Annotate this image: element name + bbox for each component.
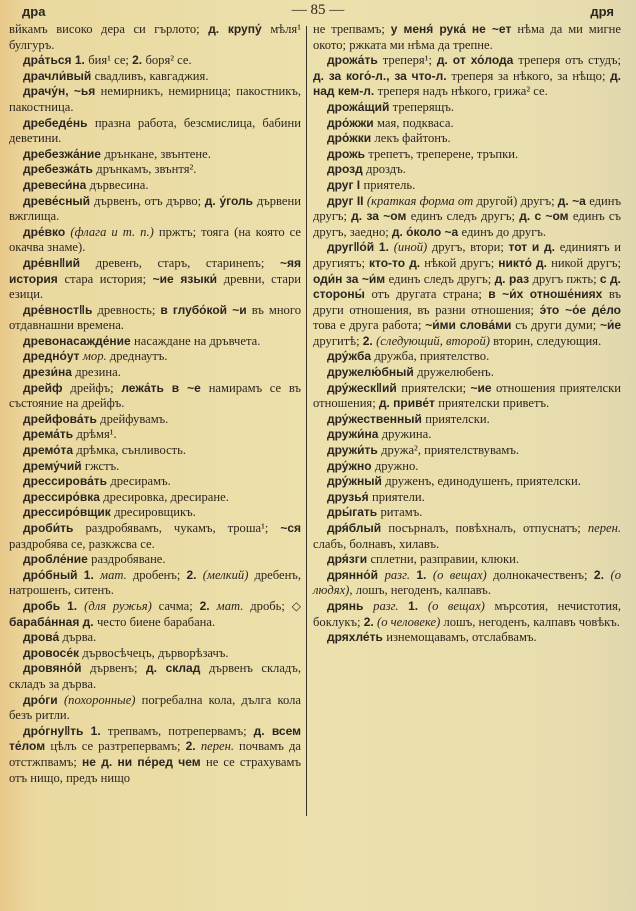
headword: дру́жно xyxy=(327,458,375,473)
dictionary-entry xyxy=(313,630,621,646)
dictionary-entry xyxy=(313,521,621,552)
dictionary-entry xyxy=(9,505,301,521)
headword: друг II xyxy=(327,193,367,208)
headword: древонасажде́ние xyxy=(23,333,135,348)
headword: дровосе́к xyxy=(23,645,83,660)
translation: дрейфъ; xyxy=(70,380,122,395)
dictionary-entry xyxy=(9,334,301,350)
headword: д. всем те́лом xyxy=(9,723,301,754)
headword: друг I xyxy=(327,177,364,192)
usage-label: (мелкий) xyxy=(202,567,255,582)
translation: дресировщикъ. xyxy=(114,505,196,520)
headword: оди́н за ~и́м xyxy=(313,271,389,286)
usage-label: (о людях) xyxy=(313,567,621,598)
headword: дредно́ут xyxy=(23,349,83,364)
usage-label: перен. xyxy=(587,521,621,535)
translation: въ много отдавнашни времена. xyxy=(9,302,301,333)
headword: д. от хо́лода xyxy=(436,53,519,68)
headword: ~и́ми слова́ми xyxy=(425,318,516,333)
headword: древе́сный xyxy=(23,193,94,208)
dictionary-entry xyxy=(313,552,621,568)
column-divider xyxy=(306,26,307,816)
entry-continuation xyxy=(9,22,301,53)
translation: дреднаутъ. xyxy=(109,349,168,364)
running-head-left: дра xyxy=(22,4,46,19)
translation: стара история; xyxy=(64,271,153,286)
dictionary-entry xyxy=(9,474,301,490)
headword: дры́гать xyxy=(327,505,381,520)
headword: у меня́ рука́ не ~ет xyxy=(390,22,518,36)
headword: 1. xyxy=(408,598,428,613)
translation: раздробявамъ, чукамъ, троша¹; xyxy=(85,521,281,535)
headword: дре́вн‖ий xyxy=(23,255,96,270)
dictionary-entry xyxy=(9,365,301,381)
translation: празна работа, безсмислица, бабини деветини. xyxy=(9,115,301,146)
dictionary-entry xyxy=(9,490,301,506)
translation: отъ другата страна; xyxy=(371,287,489,302)
translation: боря² се. xyxy=(145,53,192,68)
headword: дружи́на xyxy=(327,427,382,442)
translation: дървенъ; xyxy=(90,661,146,676)
translation: дървени вжглища. xyxy=(9,193,302,224)
dictionary-entry xyxy=(313,427,621,443)
dictionary-entry xyxy=(313,240,621,349)
headword: ~и́е xyxy=(599,318,622,333)
translation: мѣля¹ булгуръ. xyxy=(9,22,301,52)
headword: дрянно́й xyxy=(327,567,385,582)
headword: дро́ги xyxy=(23,692,64,707)
usage-label: разг. xyxy=(373,598,409,613)
dictionary-entry xyxy=(9,661,301,692)
headword: дрема́ть xyxy=(23,427,77,442)
dictionary-entry xyxy=(9,599,301,630)
headword: дро́жки xyxy=(327,131,375,146)
translation: пржтъ; тояга (на която се окачва знаме). xyxy=(9,224,302,255)
headword: дрожа́щий xyxy=(327,99,393,114)
headword: д. о́коло ~а xyxy=(391,224,462,239)
headword: дрова́ xyxy=(23,630,63,645)
headword: 2. xyxy=(185,739,201,754)
translation: цѣлъ се разтрепервамъ; xyxy=(50,739,186,754)
headword: не д. ни пе́ред чем xyxy=(81,754,206,769)
dictionary-entry xyxy=(313,459,621,475)
usage-label: (о вещах) xyxy=(427,598,495,613)
headword: дребезжа́ние xyxy=(23,146,105,161)
translation: гжстъ. xyxy=(84,458,120,473)
translation: треперящъ. xyxy=(392,99,454,114)
dictionary-entry xyxy=(313,131,621,147)
translation: ритамъ. xyxy=(380,505,423,520)
translation: единъ следъ другъ; xyxy=(410,209,520,224)
dictionary-entry xyxy=(9,256,301,303)
running-head-right: дря xyxy=(590,4,614,19)
headword: дрожь xyxy=(327,146,369,161)
translation: единъ следъ другъ; xyxy=(388,271,495,286)
headword: д. ~а xyxy=(557,193,590,208)
translation: това е друга работа; xyxy=(313,318,426,333)
usage-label: мор. xyxy=(82,349,110,364)
headword: в глубо́кой ~и xyxy=(160,302,252,317)
headword: в ~и́х отноше́ниях xyxy=(488,287,609,302)
headword: дру́жественный xyxy=(327,411,426,426)
translation: дрѣмя¹. xyxy=(76,427,117,442)
page-number: — 85 — xyxy=(291,2,345,18)
headword: дроби́ть xyxy=(23,521,86,535)
translation: почвамъ да отстжпвамъ; xyxy=(9,739,301,769)
headword: дрейф xyxy=(23,380,71,395)
translation: немирникъ, немирница; пакостникъ, пакостница. xyxy=(9,84,301,114)
headword: дря́зги xyxy=(327,552,371,567)
translation: приятели. xyxy=(371,489,425,504)
translation: дресирамъ. xyxy=(110,474,171,489)
dictionary-entry xyxy=(9,646,301,662)
left-column xyxy=(9,22,301,786)
translation: дървенъ складъ, складъ за дърва. xyxy=(9,661,302,691)
headword: дремо́та xyxy=(23,443,77,458)
headword: д. с ~ом xyxy=(519,209,573,224)
translation: единъ съ другъ, заедно; xyxy=(313,209,621,239)
dictionary-entry xyxy=(313,162,621,178)
headword: тот и д. xyxy=(508,240,560,255)
headword: дробле́ние xyxy=(23,552,92,567)
translation: дружба, приятелство. xyxy=(374,349,490,364)
translation: треперя надъ нѣкого, грижа² се. xyxy=(377,84,548,99)
headword: ~яя история xyxy=(9,255,301,286)
translation: другитѣ; xyxy=(313,333,363,348)
translation: лошъ, негоденъ, калпавъ човѣкъ. xyxy=(443,614,620,629)
translation: никой другъ; xyxy=(551,255,622,270)
translation: дружа², приятелствувамъ. xyxy=(381,443,519,458)
headword: 2. xyxy=(132,53,146,68)
translation: единъ до другъ. xyxy=(461,224,547,239)
headword: дро́бный 1. xyxy=(23,567,101,582)
headword: с д. стороны́ xyxy=(313,271,621,302)
dictionary-entry xyxy=(9,162,301,178)
translation: треперя за нѣкого, за нѣщо; xyxy=(451,68,611,83)
headword: д. над кем-л. xyxy=(313,68,622,99)
usage-label: (флага и т. п.) xyxy=(70,224,159,239)
headword: 2. xyxy=(199,598,217,613)
dictionary-entry xyxy=(9,552,301,568)
headword: дро́жжи xyxy=(327,115,378,130)
dictionary-entry xyxy=(313,443,621,459)
translation: дресировка, дресиране. xyxy=(103,489,229,504)
dictionary-entry xyxy=(313,365,621,381)
translation: , лошъ, негоденъ, калпавъ. xyxy=(349,583,491,598)
translation: другой) другъ; xyxy=(476,193,558,208)
usage-label: (иной) xyxy=(393,240,432,255)
dictionary-entry xyxy=(9,521,301,552)
dictionary-entry xyxy=(9,69,301,85)
translation: посърналъ, повѣхналъ, отпуснатъ; xyxy=(388,521,588,535)
headword: дру́жба xyxy=(327,349,375,364)
translation: раздробяване. xyxy=(91,552,166,567)
translation: свадливъ, кавгаджия. xyxy=(94,68,209,83)
headword: дру́жеск‖ий xyxy=(327,380,402,395)
dictionary-entry xyxy=(313,490,621,506)
dictionary-entry xyxy=(313,178,621,194)
dictionary-entry xyxy=(9,194,301,225)
headword: ~ся xyxy=(280,521,302,535)
translation: бия¹ се; xyxy=(88,53,133,68)
translation: друженъ, единодушенъ, приятелски. xyxy=(385,474,581,489)
translation: дружелюбенъ. xyxy=(417,365,494,380)
headword: дрейфова́ть xyxy=(23,411,101,426)
usage-label: мат. xyxy=(100,567,133,582)
translation: не се страхувамъ отъ нищо, предъ нищо xyxy=(9,754,301,785)
dictionary-entry xyxy=(9,693,301,724)
headword: драчу́н, ~ья xyxy=(23,84,101,99)
headword: дру́жный xyxy=(327,474,386,489)
translation: дроздъ. xyxy=(366,162,406,177)
headword: дрожа́ть xyxy=(327,53,383,68)
headword: 1. xyxy=(416,567,433,582)
entry-continuation xyxy=(313,22,621,53)
translation: мърсотия, нечистотия, боклукъ; xyxy=(313,598,622,629)
translation: другъ, втори; xyxy=(431,240,509,255)
translation: дървесина. xyxy=(89,177,149,192)
headword: кто-то д. xyxy=(368,255,425,270)
usage-label: перен. xyxy=(200,739,240,754)
translation: дробенъ; xyxy=(132,567,187,582)
dictionary-entry xyxy=(313,147,621,163)
headword: ◇ бараба́нная д. xyxy=(9,598,301,629)
dictionary-entry xyxy=(9,381,301,412)
translation: треперя отъ студъ; xyxy=(518,53,622,68)
headword: д. раз xyxy=(494,271,533,286)
translation: дрънкамъ, звънтя². xyxy=(96,162,197,177)
translation: отношения приятелски отношения; xyxy=(313,380,621,411)
dictionary-entry xyxy=(313,349,621,365)
headword: никто́ д. xyxy=(498,255,552,270)
dictionary-entry xyxy=(313,568,621,599)
headword: дрессиро́вщик xyxy=(23,505,115,520)
headword: д. крупу́ xyxy=(208,22,271,36)
translation: лекъ файтонъ. xyxy=(374,131,451,146)
dictionary-entry xyxy=(9,630,301,646)
right-column xyxy=(313,22,621,646)
headword: дра́ться 1. xyxy=(23,53,89,68)
translation: дървенъ, отъ дърво; xyxy=(93,193,205,208)
dictionary-entry xyxy=(9,349,301,365)
usage-label: (краткая форма от xyxy=(366,193,477,208)
headword: дрему́чий xyxy=(23,458,85,473)
translation: приятель. xyxy=(363,177,416,192)
dictionary-entry xyxy=(313,599,621,630)
translation: дрезина. xyxy=(75,365,121,380)
dictionary-entry xyxy=(313,474,621,490)
translation: не трепвамъ; xyxy=(313,22,391,36)
dictionary-entry xyxy=(9,459,301,475)
translation: дрейфувамъ. xyxy=(100,411,169,426)
usage-label: (для ружья) xyxy=(84,598,159,613)
headword: друг‖о́й 1. xyxy=(327,240,394,255)
headword: дряхле́ть xyxy=(327,630,387,645)
headword: друзья́ xyxy=(327,489,372,504)
translation: древни, стари езици. xyxy=(9,271,302,302)
translation: дробь; xyxy=(250,598,292,613)
translation: единъ другъ; xyxy=(313,193,622,224)
headword: драчли́вый xyxy=(23,68,95,83)
translation: сачма; xyxy=(158,598,200,613)
dictionary-entry xyxy=(9,443,301,459)
translation: трепетъ, треперене, тръпки. xyxy=(368,146,519,161)
usage-label: (следующий, второй) xyxy=(376,333,494,348)
headword: дровяно́й xyxy=(23,661,91,676)
translation: раздробява се, разкжсва се. xyxy=(9,536,155,551)
headword: дрянь xyxy=(327,598,374,613)
translation: долнокачественъ; xyxy=(493,567,594,582)
headword: 2. xyxy=(186,567,203,582)
translation: погребална кола, дълга кола безъ ритли. xyxy=(9,692,301,723)
usage-label: (похоронные) xyxy=(63,692,142,707)
dictionary-entry xyxy=(9,427,301,443)
dictionary-entry xyxy=(313,505,621,521)
dictionary-entry xyxy=(313,381,621,412)
translation: приятелски приветъ. xyxy=(438,396,550,411)
translation: дружина. xyxy=(381,427,432,442)
translation: треперя¹; xyxy=(382,53,437,68)
usage-label: мат. xyxy=(216,598,251,613)
translation: древенъ, старъ, старинenъ; xyxy=(95,255,280,270)
dictionary-entry xyxy=(9,412,301,428)
translation: съ други думи; xyxy=(515,318,600,333)
translation: дървосѣчецъ, дърворѣзачъ. xyxy=(82,645,229,660)
headword: лежа́ть в ~е xyxy=(121,380,209,395)
headword: дря́блый xyxy=(327,521,389,535)
usage-label: разг. xyxy=(384,567,417,582)
dictionary-entry xyxy=(9,116,301,147)
translation: мая, подкваса. xyxy=(377,115,454,130)
dictionary-entry xyxy=(9,724,301,786)
headword: дробь 1. xyxy=(23,598,85,613)
headword: д. у́голь xyxy=(204,193,257,208)
usage-label: (о вещах) xyxy=(432,567,494,582)
headword: дрозд xyxy=(327,162,367,177)
translation: намирамъ се въ състояние на дрейфъ. xyxy=(9,380,302,411)
translation: дрънкане, звънтене. xyxy=(104,146,211,161)
headword: 2. xyxy=(362,333,377,348)
headword: древеси́на xyxy=(23,177,90,192)
dictionary-entry xyxy=(313,194,621,241)
translation: дрѣмка, сънливость. xyxy=(76,443,187,458)
dictionary-entry xyxy=(9,84,301,115)
headword: д. склад xyxy=(145,661,209,676)
dictionary-entry xyxy=(9,225,301,256)
headword: 2. xyxy=(593,567,611,582)
headword: дре́вко xyxy=(23,224,71,239)
dictionary-entry xyxy=(9,147,301,163)
headword: д. за ~ом xyxy=(351,209,411,224)
translation: слабъ, болнавъ, хилавъ. xyxy=(313,536,440,551)
translation: древность; xyxy=(97,302,161,317)
headword: дребезжа́ть xyxy=(23,162,97,177)
translation: приятелски. xyxy=(425,411,490,426)
headword: дро́гну‖ть 1. xyxy=(23,723,108,738)
dictionary-entry xyxy=(313,53,621,100)
translation: трепвамъ, потрепервамъ; xyxy=(107,723,254,738)
headword: дребеде́нь xyxy=(23,115,95,130)
translation: единиятъ и другиятъ; xyxy=(313,240,621,270)
headword: д. приве́т xyxy=(378,396,439,411)
translation: вторин, следующия. xyxy=(493,333,602,348)
headword: 2. xyxy=(363,614,378,629)
translation: нѣма да ми мигне окото; ржката ми нѣма да трепне. xyxy=(313,22,621,52)
translation: често биене барабана. xyxy=(96,614,216,629)
headword: дрези́на xyxy=(23,365,76,380)
headword: дружелю́бный xyxy=(327,365,418,380)
translation: дружно. xyxy=(374,458,419,473)
translation: вйкамъ високо дера си гърлото; xyxy=(9,22,209,36)
translation: изнемощавамъ, отслабвамъ. xyxy=(386,630,537,645)
headword: дрессирова́ть xyxy=(23,474,111,489)
usage-label: (о человеке) xyxy=(377,614,444,629)
dictionary-entry xyxy=(313,100,621,116)
translation: сплетни, разправии, клюки. xyxy=(370,552,519,567)
dictionary-entry xyxy=(313,116,621,132)
headword: дружи́ть xyxy=(327,443,382,458)
headword: дрессиро́вка xyxy=(23,489,104,504)
dictionary-entry xyxy=(9,178,301,194)
dictionary-entry xyxy=(9,53,301,69)
translation: другъ пжть; xyxy=(532,271,600,286)
translation: дребенъ, натрошенъ, ситенъ. xyxy=(9,567,301,598)
headword: ~ие xyxy=(470,380,497,395)
dictionary-entry xyxy=(313,412,621,428)
dictionary-entry xyxy=(9,303,301,334)
dictionary-entry xyxy=(9,568,301,599)
translation: нѣкой другъ; xyxy=(424,255,499,270)
headword: дре́вност‖ь xyxy=(23,302,98,317)
translation: насаждане на дръвчета. xyxy=(134,333,261,348)
headword: э́то ~о́е де́ло xyxy=(539,302,621,317)
headword: ~ие языки́ xyxy=(152,271,224,286)
headword: д. за кого́-л., за что-л. xyxy=(313,68,452,83)
translation: дърва. xyxy=(62,630,97,645)
translation: приятелски; xyxy=(401,380,471,395)
translation: въ други отношения, въ разни отношения; xyxy=(313,287,621,317)
